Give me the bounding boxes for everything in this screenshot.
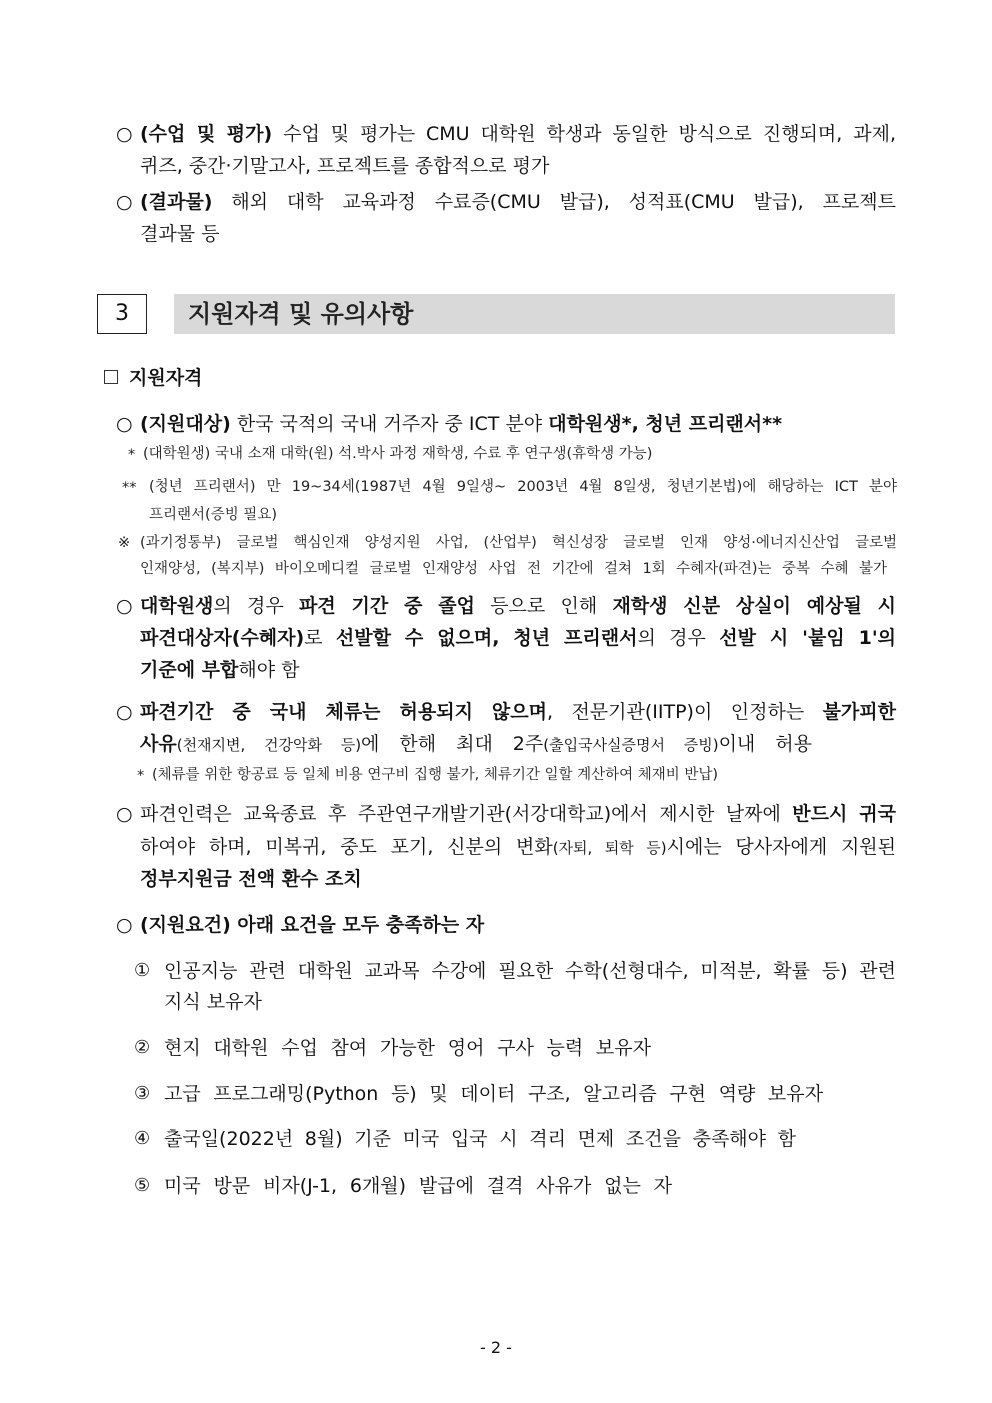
item-number: ② bbox=[134, 1037, 151, 1058]
page-number: - 2 - bbox=[480, 1338, 512, 1357]
note-freelancer-line1: (청년 프리랜서) 만 19~34세(1987년 4월 9일생~ 2003년 4월 8일생, 청년기본법)에 해당하는 ICT 분야 bbox=[149, 479, 897, 495]
bullet-icon: ○ bbox=[116, 413, 133, 435]
eval-line1: (수업 및 평가) 수업 및 평가는 CMU 대학원 학생과 동일한 방식으로 진행되며, 과제, bbox=[140, 123, 896, 145]
bullet-icon: ○ bbox=[116, 914, 133, 936]
grad-line2: 파견대상자(수혜자)로 선발할 수 없으며, 청년 프리랜서의 경우 선발 시 '붙임 1'의 bbox=[140, 627, 896, 649]
section-number: 3 bbox=[97, 294, 147, 334]
return-line3: 정부지원금 전액 환수 조치 bbox=[140, 868, 362, 890]
bullet-icon: ○ bbox=[116, 123, 133, 145]
item-number: ③ bbox=[134, 1083, 151, 1104]
requirement-4: 출국일(2022년 8월) 기준 미국 입국 시 격리 면제 조건을 충족해야 함 bbox=[164, 1128, 796, 1150]
return-line2: 하여야 하며, 미복귀, 중도 포기, 신분의 변화(자퇴, 퇴학 등)시에는 당사자에게 지원된 bbox=[140, 836, 897, 858]
requirement-1-line2: 지식 보유자 bbox=[164, 991, 262, 1013]
target-line: (지원대상) 한국 국적의 국내 거주자 중 ICT 분야 대학원생*, 청년 프리랜서** bbox=[140, 413, 783, 435]
bullet-icon: ○ bbox=[116, 701, 133, 723]
requirements-heading: (지원요건) 아래 요건을 모두 충족하는 자 bbox=[140, 914, 485, 936]
item-number: ④ bbox=[134, 1128, 151, 1149]
checkbox-square-icon bbox=[104, 370, 118, 384]
return-line1: 파견인력은 교육종료 후 주관연구개발기관(서강대학교)에서 제시한 날짜에 반드시 귀국 bbox=[140, 803, 896, 825]
grad-line3: 기준에 부합해야 함 bbox=[140, 659, 300, 681]
section-title: 지원자격 및 유의사항 bbox=[174, 294, 895, 334]
note-grad: (대학원생) 국내 소재 대학(원) 석.박사 과정 재학생, 수료 후 연구생(휴학생 가능) bbox=[143, 446, 653, 462]
requirement-3: 고급 프로그래밍(Python 등) 및 데이터 구조, 알고리즘 구현 역량 보유자 bbox=[164, 1083, 823, 1105]
requirement-5: 미국 방문 비자(J-1, 6개월) 발급에 결격 사유가 없는 자 bbox=[164, 1175, 672, 1197]
bullet-icon: ○ bbox=[116, 595, 133, 617]
note-star: * bbox=[137, 768, 145, 784]
item-number: ⑤ bbox=[134, 1175, 151, 1196]
grad-line1: 대학원생의 경우 파견 기간 중 졸업 등으로 인해 재학생 신분 상실이 예상될 시 bbox=[140, 595, 896, 617]
item-number: ① bbox=[134, 960, 151, 981]
note-freelancer-line2: 프리랜서(증빙 필요) bbox=[149, 507, 277, 523]
bullet-icon: ○ bbox=[116, 803, 133, 825]
stay-line1: 파견기간 중 국내 체류는 허용되지 않으며, 전문기관(IITP)이 인정하는 불가피한 bbox=[140, 701, 896, 723]
note-star: * bbox=[128, 447, 136, 463]
note-ref-mark: ※ bbox=[118, 535, 131, 551]
note-star: ** bbox=[122, 480, 137, 496]
note-ref-line1: (과기정통부) 글로벌 핵심인재 양성지원 사업, (산업부) 혁신성장 글로벌 인재 양성·에너지신산업 글로벌 bbox=[140, 535, 897, 551]
bullet-icon: ○ bbox=[116, 191, 133, 213]
requirement-2: 현지 대학원 수업 참여 가능한 영어 구사 능력 보유자 bbox=[164, 1037, 651, 1059]
output-line2: 결과물 등 bbox=[140, 223, 220, 245]
requirement-1-line1: 인공지능 관련 대학원 교과목 수강에 필요한 수학(선형대수, 미적분, 확률 등) 관련 bbox=[164, 960, 896, 982]
qualification-heading: 지원자격 bbox=[129, 367, 203, 389]
output-line1: (결과물) 해외 대학 교육과정 수료증(CMU 발급), 성적표(CMU 발급), 프로젝트 bbox=[140, 191, 896, 213]
note-ref-line2: 인재양성, (복지부) 바이오메디컬 글로벌 인재양성 사업 전 기간에 걸쳐 1회 수혜자(파견)는 중복 수혜 불가 bbox=[140, 561, 887, 577]
stay-line2: 사유(천재지변, 건강악화 등)에 한해 최대 2주(출입국사실증명서 증빙)이내 허용 bbox=[140, 733, 812, 755]
eval-line2: 퀴즈, 중간·기말고사, 프로젝트를 종합적으로 평가 bbox=[140, 155, 550, 177]
stay-note: (체류를 위한 항공료 등 일체 비용 연구비 집행 불가, 체류기간 일할 계산하여 체재비 반납) bbox=[152, 767, 719, 783]
